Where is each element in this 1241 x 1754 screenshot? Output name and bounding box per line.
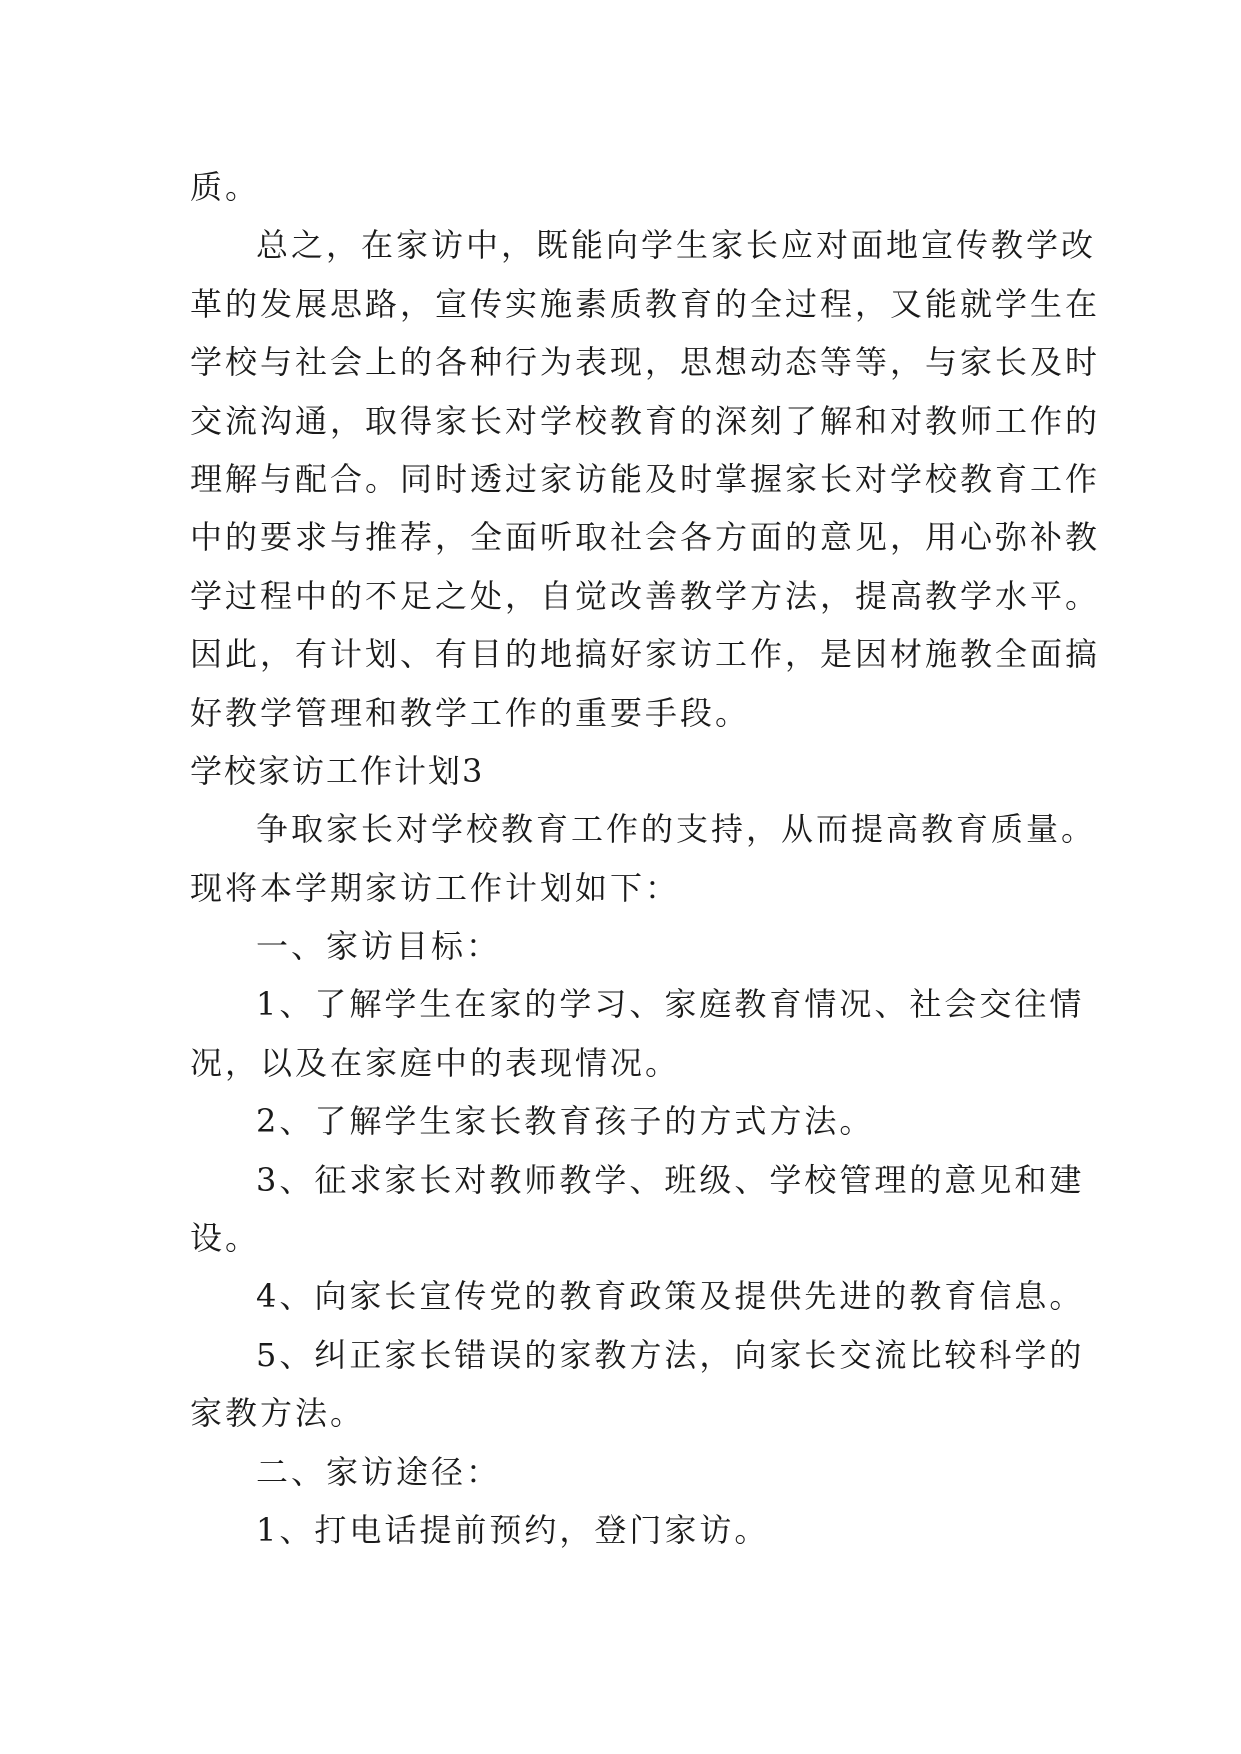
document-body	[190, 158, 1101, 1559]
text-line: 学校与社会上的各种行为表现，思想动态等等，与家长及时	[190, 343, 1101, 382]
text-line: 中的要求与推荐，全面听取社会各方面的意见，用心弥补教	[190, 518, 1101, 557]
text-line: 设。	[190, 1219, 261, 1258]
text-line: 2、了解学生家长教育孩子的方式方法。	[256, 1102, 875, 1141]
section-heading: 学校家访工作计划3	[190, 751, 485, 790]
text-line: 1、了解学生在家的学习、家庭教育情况、社会交往情	[256, 985, 1085, 1024]
text-line: 5、纠正家长错误的家教方法，向家长交流比较科学的	[256, 1335, 1085, 1374]
text-line: 好教学管理和教学工作的重要手段。	[190, 693, 751, 732]
text-line: 二、家访途径：	[256, 1452, 502, 1491]
text-line: 现将本学期家访工作计划如下：	[190, 868, 681, 907]
text-line: 争取家长对学校教育工作的支持，从而提高教育质量。	[256, 810, 1097, 849]
text-line: 理解与配合。同时透过家访能及时掌握家长对学校教育工作	[190, 459, 1101, 498]
text-line: 家教方法。	[190, 1394, 366, 1433]
text-line: 交流沟通，取得家长对学校教育的深刻了解和对教师工作的	[190, 401, 1101, 440]
text-line: 况，以及在家庭中的表现情况。	[190, 1043, 681, 1082]
text-line: 学过程中的不足之处，自觉改善教学方法，提高教学水平。	[190, 576, 1101, 615]
text-line: 一、家访目标：	[256, 927, 502, 966]
text-line: 总之，在家访中，既能向学生家长应对面地宣传教学改	[256, 226, 1097, 265]
text-line: 因此，有计划、有目的地搞好家访工作，是因材施教全面搞	[190, 635, 1101, 674]
text-line: 质。	[190, 168, 261, 206]
text-line: 革的发展思路，宣传实施素质教育的全过程，又能就学生在	[190, 284, 1101, 323]
text-line: 4、向家长宣传党的教育政策及提供先进的教育信息。	[256, 1277, 1085, 1316]
text-line: 1、打电话提前预约，登门家访。	[256, 1510, 770, 1549]
text-line: 3、征求家长对教师教学、班级、学校管理的意见和建	[256, 1160, 1085, 1199]
